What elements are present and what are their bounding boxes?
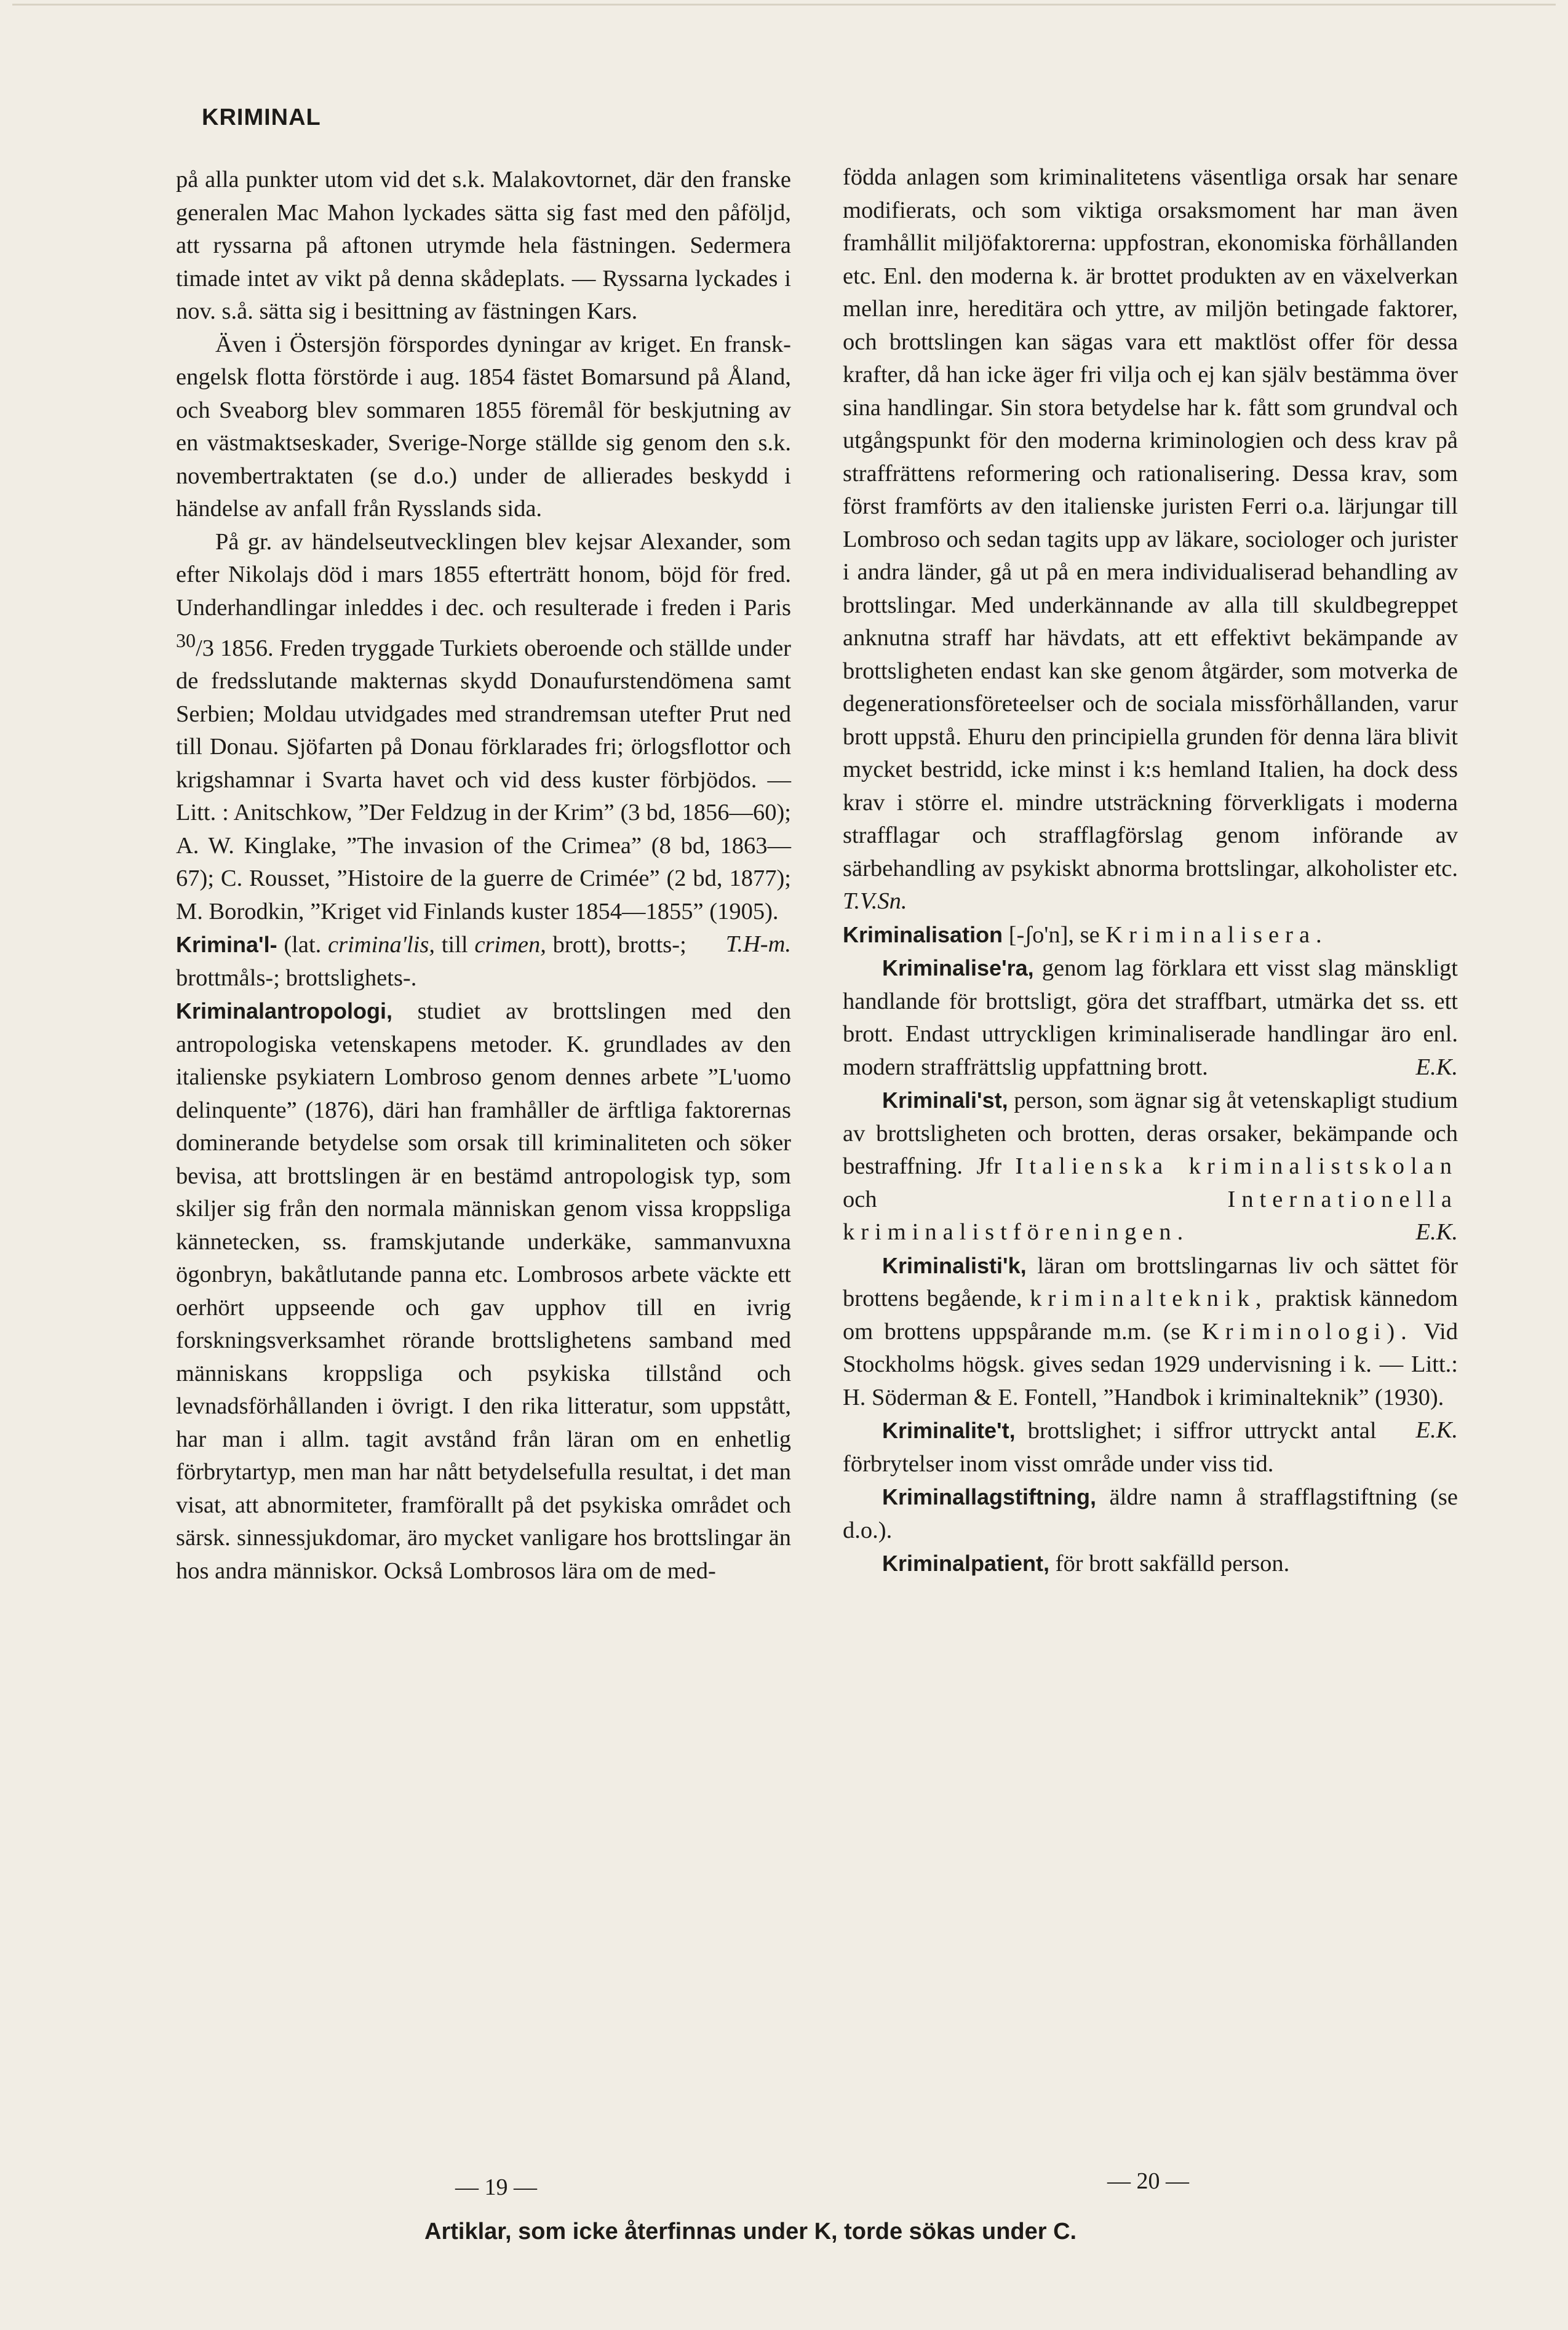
headword: Krimina'l-	[176, 932, 277, 958]
headword: Kriminalisti'k,	[882, 1252, 1027, 1278]
headword: Kriminalisation	[843, 921, 1003, 947]
headword: Kriminalite't,	[882, 1418, 1016, 1443]
entry-kriminallagstiftning	[843, 1481, 1458, 1547]
text: På gr. av händelseutvecklingen blev kejsar Alexander, som efter Nikolajs död i mars 1855 efterträtt honom, böjd för fred. Underhandlingar inleddes i dec. och resulterade i freden i Paris	[176, 528, 791, 621]
cross-reference: Kriminalisera.	[1105, 921, 1328, 948]
text: /3 1856. Freden tryggade Turkiets oberoende och ställde under de fredsslutande makternas skydd Donaufurstendömena samt Serbien; Moldau utvidgades med strandremsan utefter Prut ned till Donau. Sjöfarten på Donau förklarades fri; örlogsflottor och krigshamnar i Svarta havet och vid dess kuster förbjödos. — Litt. : Anitschkow, ”Der Feldzug in der Krim” (3 bd, 1856—60); A. W. Kinglake, ”The invasion of the Crimea” (8 bd, 1863—67); C. Rousset, ”Histoire de la guerre de Crimée” (2 bd, 1877); M. Borodkin, ”Kriget vid Finlands kuster 1854—1855” (1905).	[176, 635, 791, 924]
text: [-ʃo'n], se	[1003, 921, 1106, 948]
text: studiet av brottslingen med den antropologiska vetenskapens metoder. K. grundlades av den italienske psykiatern Lombroso genom dennes arbete ”L'uomo delinquente” (1876), däri han framhåller de ärftliga faktorernas dominerande betydelse som orsak till kriminaliteten och söker bevisa, att brottslingen är en bestämd antropologisk typ, som skiljer sig från den normala människan genom vissa kroppsliga kännetecken, ss. framskjutande underkäke, sammanvuxna ögonbryn, bakåtlutande panna etc. Lombrosos arbete väckte ett oerhört uppseende och gav upphov till en ivrig forskningsverksamhet rörande brottslighetens samband med människans kroppsliga och psykiska tillstånd och levnadsförhållanden i övrigt. I den rika litteratur, som uppstått, har man i allm. tagit avstånd från läran om en enhetlig förbrytartyp, men man har nått betydelsefulla resultat, i det man visat, att abnormiteter, framförallt på det psykiska området och särsk. sinnessjukdomar, äro mycket vanligare hos brottslingar än hos andra människor. Också Lombrosos lära om de med-	[176, 998, 791, 1584]
headword: Kriminalantropologi,	[176, 998, 393, 1024]
paragraph	[843, 161, 1458, 918]
text: brott), brotts-; brottmåls-; brottslighets-.	[176, 932, 686, 991]
author-signature: E.K.	[1415, 1054, 1458, 1080]
headword: Kriminallagstiftning,	[882, 1484, 1097, 1509]
text: läran om brottslingarnas liv och sättet för brottens begående,	[843, 1252, 1458, 1311]
left-column	[176, 164, 791, 1588]
headword: Kriminali'st,	[882, 1087, 1008, 1113]
running-header: KRIMINAL	[202, 105, 321, 130]
right-column	[843, 161, 1458, 1581]
text: äldre namn å strafflagstiftning (se d.o.).	[843, 1484, 1458, 1543]
paragraph: Även i Östersjön förspordes dyningar av kriget. En fransk-engelsk flotta förstörde i aug. 1854 fästet Bomarsund på Åland, och Sveaborg blev sommaren 1855 föremål för beskjutning av en västmaktseskader, Sverige-Norge ställde sig genom den s.k. novembertraktaten (se d.o.) under de allierades beskydd i händelse av anfall från Rysslands sida.	[176, 331, 791, 522]
text: genom lag förklara ett visst slag mänskligt handlande för brottsligt, göra det straffbart, utmärka det ss. ett brott. Endast uttryckligen kriminaliserade handlingar äro enl. modern straffrättslig uppfattning brott.	[843, 955, 1458, 1080]
entry-kriminalisera	[843, 952, 1458, 1084]
author-signature: E.K.	[1415, 1219, 1458, 1245]
author-signature: E.K.	[1415, 1417, 1458, 1443]
entry-kriminalisation	[843, 918, 1458, 952]
text: födda anlagen som kriminalitetens väsentliga orsak har senare modifierats, och som viktiga orsaksmoment har man även framhållit miljöfaktorerna: uppfostran, ekonomiska förhållanden etc. Enl. den moderna k. är brottet produkten av en växelverkan mellan inre, hereditära och yttre, av miljön betingade faktorer, och brottslingen kan sägas vara ett maktlöst offer för dessa krafter, då han icke äger fri vilja och ej kan själv bestämma över sina handlingar. Sin stora betydelse har k. fått som grundval och utgångspunkt för den moderna kriminologien och dess krav på straffrättens reformering och rationalisering. Dessa krav, som först framförts av den italienske juristen Ferri o.a. lärjungar till Lombroso och sedan tagits upp av läkare, sociologer och jurister i andra länder, gå ut på en mera individualiserad behandling av brottslingar. Med underkännande av alla till skuldbegreppet anknutna straff har hävdats, att ett effektivt bekämpande av brottsligheten endast kan ske genom åtgärder, som motverka de degenerationsföreteelser och de sociala missförhållanden, varur brott uppstå. Ehuru den principiella grunden för denna lära blivit mycket bestridd, icke minst i k:s hemland Italien, ha dock dess krav i större el. mindre utsträckning förverkligats i moderna strafflagar och strafflagförslag genom införande av särbehandling av psykiskt abnorma brottslingar, alkoholister etc.	[843, 164, 1458, 881]
cross-reference: Internationella kriminalistföreningen.	[843, 1186, 1458, 1245]
page-number-right: — 20 —	[1107, 2168, 1189, 2194]
cross-reference: Italienska kriminalistskolan	[1015, 1153, 1459, 1179]
text: (lat.	[277, 932, 328, 958]
text: Vid Stockholms högsk. gives sedan 1929 undervisning i k. — Litt.: H. Söderman & E. Fontell, ”Handbok i kriminalteknik” (1930).	[843, 1318, 1458, 1410]
cross-reference: kriminalteknik,	[1030, 1286, 1268, 1311]
page-edge-line	[12, 4, 1556, 6]
page-number-left: — 19 —	[455, 2174, 537, 2200]
entry-kriminalantropologi	[176, 995, 791, 1588]
text: och	[843, 1186, 1228, 1212]
headword: Kriminalpatient,	[882, 1551, 1050, 1576]
text: brottslighet; i siffror uttryckt antal förbrytelser inom visst område under viss tid.	[843, 1418, 1377, 1477]
paragraph: på alla punkter utom vid det s.k. Malakovtornet, där den franske generalen Mac Mahon lyckades sätta sig fast med den påföljd, att ryssarna på aftonen utrymde hela fästningen. Sedermera timade intet av vikt på denna skådeplats. — Ryssarna lyckades i nov. s.å. sätta sig i besittning av fästningen Kars.	[176, 167, 791, 324]
superscript: 30	[176, 629, 196, 651]
text: person, som ägnar sig åt vetenskapligt studium av brottsligheten och brotten, deras orsaker, bekämpande och bestraffning. Jfr	[843, 1087, 1458, 1179]
headword: Kriminalise'ra,	[882, 955, 1034, 980]
text: till	[435, 932, 475, 958]
author-signature: T.H-m.	[725, 931, 791, 958]
cross-reference: Kriminologi).	[1202, 1318, 1413, 1345]
entry-kriminalpatient	[843, 1547, 1458, 1581]
text: crimina'lis,	[328, 932, 436, 958]
entry-kriminalist	[843, 1084, 1458, 1249]
footer-note: Artiklar, som icke återfinnas under K, torde sökas under C.	[424, 2219, 1077, 2245]
text: crimen,	[474, 932, 546, 958]
entry-kriminalitet	[843, 1414, 1458, 1481]
author-signature: T.V.Sn.	[843, 888, 907, 914]
text: för brott sakfälld person.	[1049, 1551, 1290, 1577]
text: praktisk kännedom om brottens uppspårande m.m. (se	[843, 1286, 1458, 1345]
